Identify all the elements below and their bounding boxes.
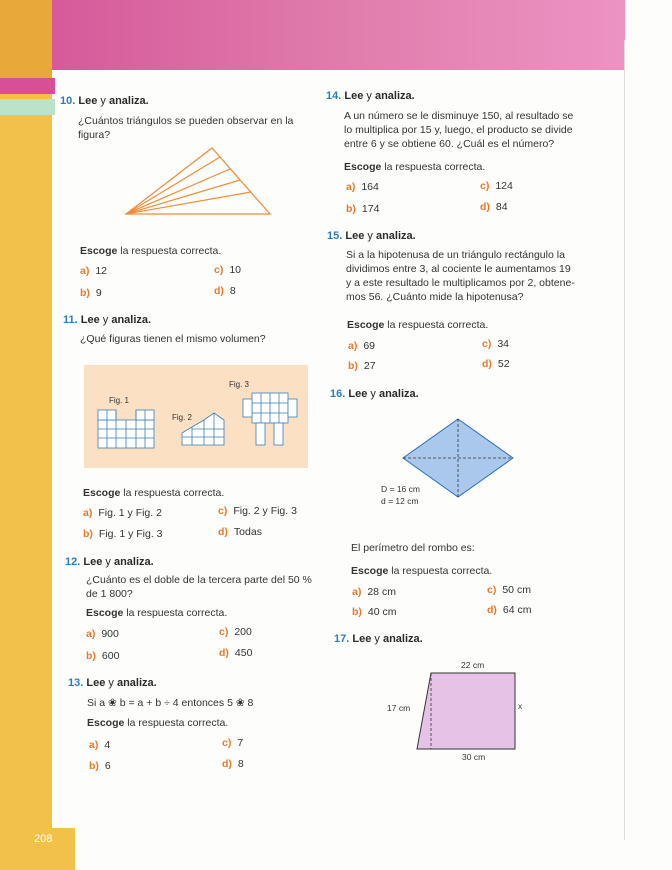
q13-option-b[interactable]: b) 6: [89, 760, 111, 772]
header-banner: [52, 0, 625, 70]
q10-number: 10.: [60, 95, 76, 107]
q16-instruction: Escoge la respuesta correcta.: [351, 565, 493, 577]
q17-top-label: 22 cm: [461, 660, 485, 670]
q17-bottom-label: 30 cm: [462, 752, 486, 762]
page-edge-line: [624, 40, 625, 840]
q15-instruction: Escoge la respuesta correcta.: [347, 319, 489, 331]
q12-text: ¿Cuánto es el doble de la tercera parte del 50 % de 1 800?: [86, 574, 312, 600]
q15-number: 15.: [327, 230, 343, 242]
q12-option-b[interactable]: b) 600: [86, 650, 120, 662]
q14-option-d[interactable]: d) 84: [480, 201, 508, 213]
q16-text: El perímetro del rombo es:: [351, 542, 475, 554]
q16-y: y: [370, 388, 376, 400]
q11-option-a[interactable]: a) Fig. 1 y Fig. 2: [83, 507, 162, 519]
q11-cube-figures: [84, 365, 308, 468]
q11-lee: Lee: [80, 314, 100, 326]
left-margin-top: [0, 0, 52, 78]
q11-analiza: analiza.: [111, 314, 152, 326]
q17-number: 17.: [334, 633, 350, 645]
q10-triangle-figure: [120, 144, 272, 218]
q14-heading: [326, 90, 415, 102]
q14-analiza: analiza.: [374, 90, 415, 102]
q17-heading: [334, 633, 423, 645]
q15-line-1: Si a la hipotenusa de un triángulo rectángulo la: [346, 249, 565, 261]
q15-heading: [327, 230, 416, 242]
q17-lee: Lee: [352, 633, 372, 645]
q13-number: 13.: [68, 677, 84, 689]
fig2-label: Fig. 2: [172, 413, 193, 422]
q13-heading: [68, 677, 157, 689]
q15-option-c[interactable]: c) 34: [482, 338, 510, 350]
q12-heading: [65, 556, 154, 568]
page-number: 208: [34, 833, 53, 845]
q11-instruction: Escoge la respuesta correcta.: [83, 487, 225, 499]
q15-option-a[interactable]: a) 69: [348, 340, 376, 352]
q11-heading: [63, 314, 151, 326]
q11-option-c[interactable]: c) Fig. 2 y Fig. 3: [218, 505, 297, 517]
q10-analiza: analiza.: [108, 95, 149, 107]
q11-number: 11.: [63, 314, 78, 326]
q17-left-label: 17 cm: [387, 703, 411, 713]
q11-y: y: [102, 314, 109, 326]
left-margin-band: [0, 0, 52, 870]
q11-figure-panel: [84, 365, 308, 468]
q15-line-4: mos 56. ¿Cuánto mide la hipotenusa?: [346, 291, 524, 303]
q13-analiza: analiza.: [116, 677, 157, 689]
section-tab-pink: [0, 78, 55, 94]
q12-lee: Lee: [83, 556, 103, 568]
q14-option-a[interactable]: a) 164: [346, 181, 379, 193]
q17-y: y: [374, 633, 380, 645]
q10-instruction: Escoge la respuesta correcta.: [80, 245, 222, 257]
q14-line-1: A un número se le disminuye 150, al resultado se: [344, 110, 574, 122]
q12-option-d[interactable]: d) 450: [219, 647, 253, 659]
q10-heading: [60, 95, 149, 107]
q14-line-3: entre 6 y se obtiene 60. ¿Cuál es el número?: [344, 138, 555, 150]
q12-y: y: [105, 556, 111, 568]
q12-option-a[interactable]: a) 900: [86, 628, 119, 640]
fig3-label: Fig. 3: [229, 380, 250, 389]
q15-line-3: y a este resultado le multiplicamos por 2, obtene-: [346, 277, 575, 289]
q15-line-2: dividimos entre 3, al cociente le aumentamos 19: [346, 263, 571, 275]
q13-instruction: Escoge la respuesta correcta.: [87, 717, 229, 729]
q17-trapezoid-figure: [414, 670, 518, 752]
q16-number: 16.: [330, 388, 346, 400]
q16-lee: Lee: [348, 388, 368, 400]
q16-diagonal-D: D = 16 cm: [381, 484, 420, 494]
q14-option-c[interactable]: c) 124: [480, 180, 513, 192]
q16-diagonal-d: d = 12 cm: [381, 496, 419, 506]
q10-option-a[interactable]: a) 12: [80, 265, 108, 277]
q14-number: 14.: [326, 90, 342, 102]
q10-option-b[interactable]: b) 9: [80, 287, 102, 299]
q14-y: y: [366, 90, 372, 102]
q14-lee: Lee: [344, 90, 364, 102]
q14-instruction: Escoge la respuesta correcta.: [344, 161, 486, 173]
q11-option-b[interactable]: b) Fig. 1 y Fig. 3: [83, 528, 163, 540]
q15-y: y: [367, 230, 373, 242]
q12-option-c[interactable]: c) 200: [219, 626, 252, 638]
q16-option-d[interactable]: d) 64 cm: [487, 604, 532, 616]
q15-option-b[interactable]: b) 27: [348, 360, 376, 372]
q10-lee: Lee: [78, 95, 98, 107]
q13-lee: Lee: [86, 677, 106, 689]
q13-option-c[interactable]: c) 7: [222, 737, 244, 749]
q14-line-2: lo multiplica por 15 y, luego, el producto se divide: [344, 124, 573, 136]
q12-number: 12.: [65, 556, 81, 568]
fig1-label: Fig. 1: [109, 396, 130, 405]
q13-y: y: [108, 677, 114, 689]
q16-heading: [330, 388, 419, 400]
section-tab-green: [0, 99, 55, 115]
q17-analiza: analiza.: [382, 633, 423, 645]
q10-text: ¿Cuántos triángulos se pueden observar en la figura?: [78, 115, 294, 141]
q12-instruction: Escoge la respuesta correcta.: [86, 607, 228, 619]
q13-option-d[interactable]: d) 8: [222, 758, 244, 770]
q16-analiza: analiza.: [378, 388, 419, 400]
q16-option-a[interactable]: a) 28 cm: [352, 586, 396, 598]
q10-option-d[interactable]: d) 8: [214, 285, 236, 297]
q11-option-d[interactable]: d) Todas: [218, 526, 262, 538]
q16-option-c[interactable]: c) 50 cm: [487, 584, 531, 596]
q10-y: y: [100, 95, 106, 107]
q15-analiza: analiza.: [375, 230, 416, 242]
q13-text: Si a ❀ b = a + b ÷ 4 entonces 5 ❀ 8: [87, 697, 254, 709]
q12-analiza: analiza.: [113, 556, 154, 568]
q15-option-d[interactable]: d) 52: [482, 358, 510, 370]
q11-text: ¿Qué figuras tienen el mismo volumen?: [80, 333, 266, 345]
q13-option-a[interactable]: a) 4: [89, 739, 111, 751]
q14-option-b[interactable]: b) 174: [346, 203, 380, 215]
q15-lee: Lee: [345, 230, 365, 242]
q16-option-b[interactable]: b) 40 cm: [352, 606, 397, 618]
q17-right-label: x: [518, 701, 523, 711]
q10-option-c[interactable]: c) 10: [214, 264, 242, 276]
